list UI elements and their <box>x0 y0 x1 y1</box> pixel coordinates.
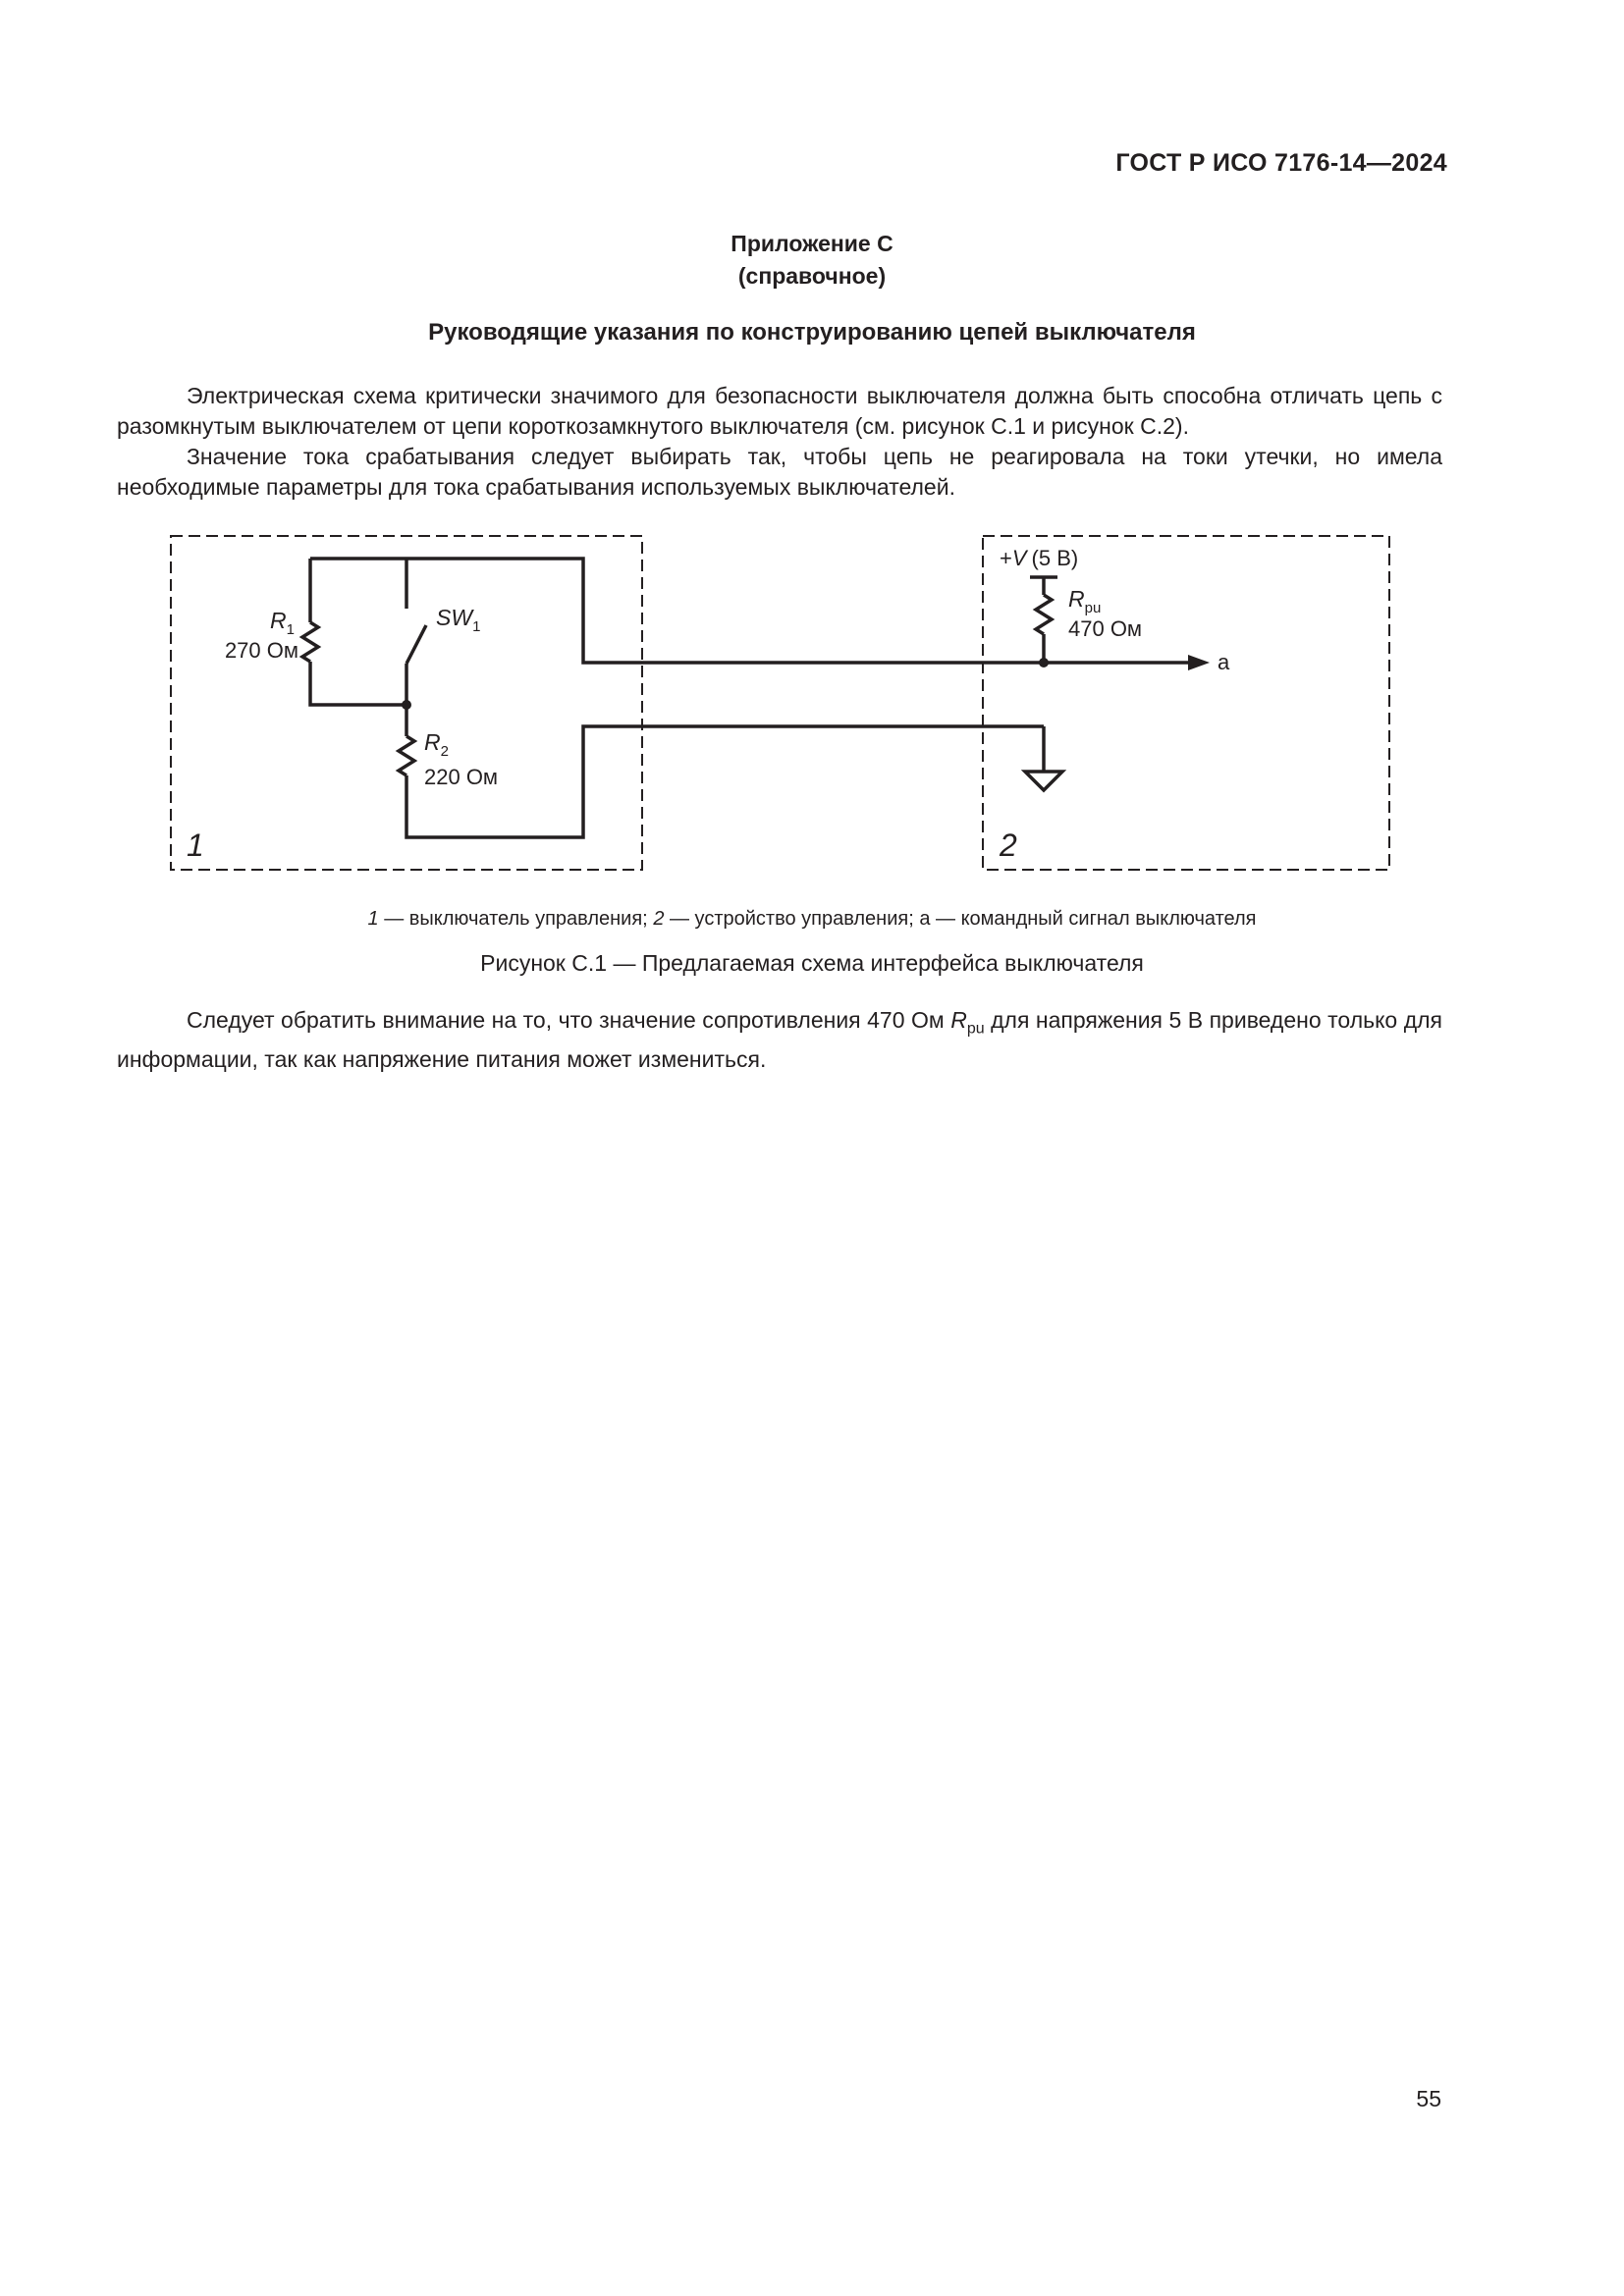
note-after: для напряжения 5 В приведено только для информации, так как напряжение питания может измениться. <box>117 1007 1442 1072</box>
appendix-title: Приложение С <box>731 231 893 256</box>
r2-label: $R_2$ <box>424 729 449 760</box>
legend-number-1: 1 <box>367 908 379 930</box>
output-arrow <box>1188 655 1210 670</box>
figure-caption: Рисунок С.1 — Предлагаемая схема интерфейса выключателя <box>480 950 1144 976</box>
box1-number: 1 <box>187 828 204 863</box>
note-paragraph <box>117 1005 1442 1075</box>
note-before: Следует обратить внимание на то, что значение сопротивления 470 Ом <box>187 1007 951 1033</box>
note-symbol: R <box>950 1007 967 1033</box>
legend-number-2: 2 <box>653 908 665 930</box>
page-number: 55 <box>1416 2086 1441 2111</box>
intro-paragraph-2: Значение тока срабатывания следует выбирать так, чтобы цепь не реагировала на токи утечки, но имела необходимые параметры для тока срабатывания используемых выключателей. <box>117 444 1442 500</box>
r1-value: 270 Ом <box>224 638 298 663</box>
ground-symbol <box>1025 772 1062 790</box>
sw1-contact <box>406 625 426 664</box>
sw1-label: $SW_1$ <box>436 605 481 635</box>
legend-text-1: — выключатель управления; <box>378 908 654 930</box>
r1-zigzag <box>302 622 318 662</box>
junction-output <box>1039 658 1049 667</box>
note-index: pu <box>966 1020 985 1038</box>
intro-paragraph-1: Электрическая схема критически значимого для безопасности выключателя должна быть способна отличать цепь с разомкнутым выключателем от цепи короткозамкнутого выключателя (см. рисунок С.1 и рисунок С.2). <box>117 383 1442 439</box>
r2-zigzag <box>399 736 414 775</box>
junction-r1-sw1 <box>402 700 411 710</box>
legend-text-2: — устройство управления; а — командный сигнал выключателя <box>664 908 1257 930</box>
standard-id: ГОСТ Р ИСО 7176-14—2024 <box>1115 149 1447 177</box>
note-text <box>117 1005 1442 1075</box>
output-label: а <box>1218 650 1230 674</box>
top-wire <box>310 559 1044 663</box>
figure-legend <box>0 908 1624 931</box>
bottom-loop-wire <box>406 726 1044 837</box>
r2-value: 220 Ом <box>424 765 499 789</box>
supply-label: +V (5 В) <box>1000 546 1079 570</box>
appendix-status: (справочное) <box>737 263 887 289</box>
rpu-value: 470 Ом <box>1068 616 1143 641</box>
r1-label: $R_1$ <box>270 608 295 638</box>
r1-bottom-wire <box>310 662 406 705</box>
rpu-zigzag <box>1036 595 1052 634</box>
rpu-label: $R_{pu}$ <box>1068 586 1102 616</box>
section-title: Руководящие указания по конструированию цепей выключателя <box>428 319 1196 346</box>
box2-number: 2 <box>1000 828 1017 863</box>
